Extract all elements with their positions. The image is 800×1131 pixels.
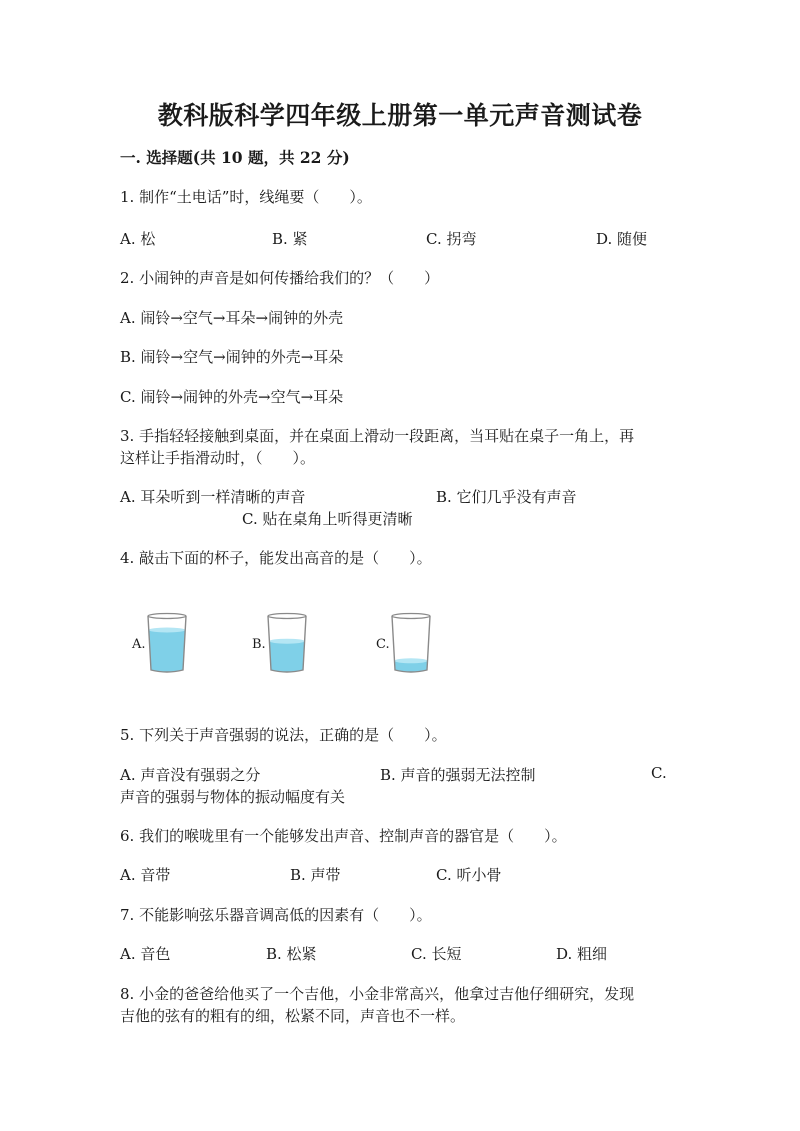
q7-option-d: D. 粗细 [556,945,608,963]
q8-stem-line2: 吉他的弦有的粗有的细，松紧不同，声音也不一样。 [120,1007,466,1025]
water-surface [394,658,427,663]
q5-option-c-continued: 声音的强弱与物体的振动幅度有关 [120,788,346,806]
cup-label: B. [252,637,266,652]
cup-b [252,614,306,673]
q6-option-c: C. 听小骨 [436,866,502,884]
cup-rim [268,614,306,619]
cup-a [131,614,186,673]
q6-stem: 6. 我们的喉咙里有一个能够发出声音、控制声音的器官是（ ）。 [120,827,567,845]
q3-option-a: A. 耳朵听到一样清晰的声音 [120,488,306,506]
q1-option-a: A. 松 [120,230,156,248]
q2-stem: 2. 小闹钟的声音是如何传播给我们的？（ ） [120,269,440,287]
cup-c [376,614,430,673]
q1-option-b: B. 紧 [272,230,308,248]
section-heading: 一. 选择题(共 10 题，共 22 分) [120,148,350,167]
cup-water [149,630,186,672]
q1-option-c: C. 拐弯 [426,230,477,248]
q7-option-a: A. 音色 [120,945,171,963]
q4-cups-figure [128,612,448,682]
q2-option-b: B. 闹铃→空气→闹钟的外壳→耳朵 [120,348,344,366]
q7-option-b: B. 松紧 [266,945,317,963]
q8-stem-line1: 8. 小金的爸爸给他买了一个吉他，小金非常高兴，他拿过吉他仔细研究，发现 [120,985,635,1003]
q3-stem-line2: 这样让手指滑动时，（ ）。 [120,449,316,467]
q3-option-b: B. 它们几乎没有声音 [436,488,577,506]
q6-option-b: B. 声带 [290,866,341,884]
cup-rim [392,614,430,619]
cup-rim [148,614,186,619]
cup-water [269,641,304,672]
q7-stem: 7. 不能影响弦乐器音调高低的因素有（ ）。 [120,906,432,924]
q4-stem: 4. 敲击下面的杯子，能发出高音的是（ ）。 [120,549,432,567]
water-surface [149,628,186,633]
q1-option-d: D. 随便 [596,230,648,248]
q5-option-a: A. 声音没有强弱之分 [120,766,261,784]
cup-label: C. [376,637,390,652]
page-title: 教科版科学四年级上册第一单元声音测试卷 [157,101,643,130]
q7-option-c: C. 长短 [411,945,462,963]
q5-option-b: B. 声音的强弱无法控制 [380,766,536,784]
q3-stem-line1: 3. 手指轻轻接触到桌面，并在桌面上滑动一段距离，当耳贴在桌子一角上，再 [120,427,635,445]
q3-option-c: C. 贴在桌角上听得更清晰 [242,510,413,528]
q1-stem: 1. 制作“土电话”时，线绳要（ ）。 [120,188,372,206]
q6-option-a: A. 音带 [120,866,171,884]
q2-option-a: A. 闹铃→空气→耳朵→闹钟的外壳 [120,309,344,327]
q2-option-c: C. 闹铃→闹钟的外壳→空气→耳朵 [120,388,344,406]
q5-option-c: C. [651,764,667,782]
q5-stem: 5. 下列关于声音强弱的说法，正确的是（ ）。 [120,726,447,744]
cup-label: A. [132,637,146,652]
water-surface [269,639,304,644]
